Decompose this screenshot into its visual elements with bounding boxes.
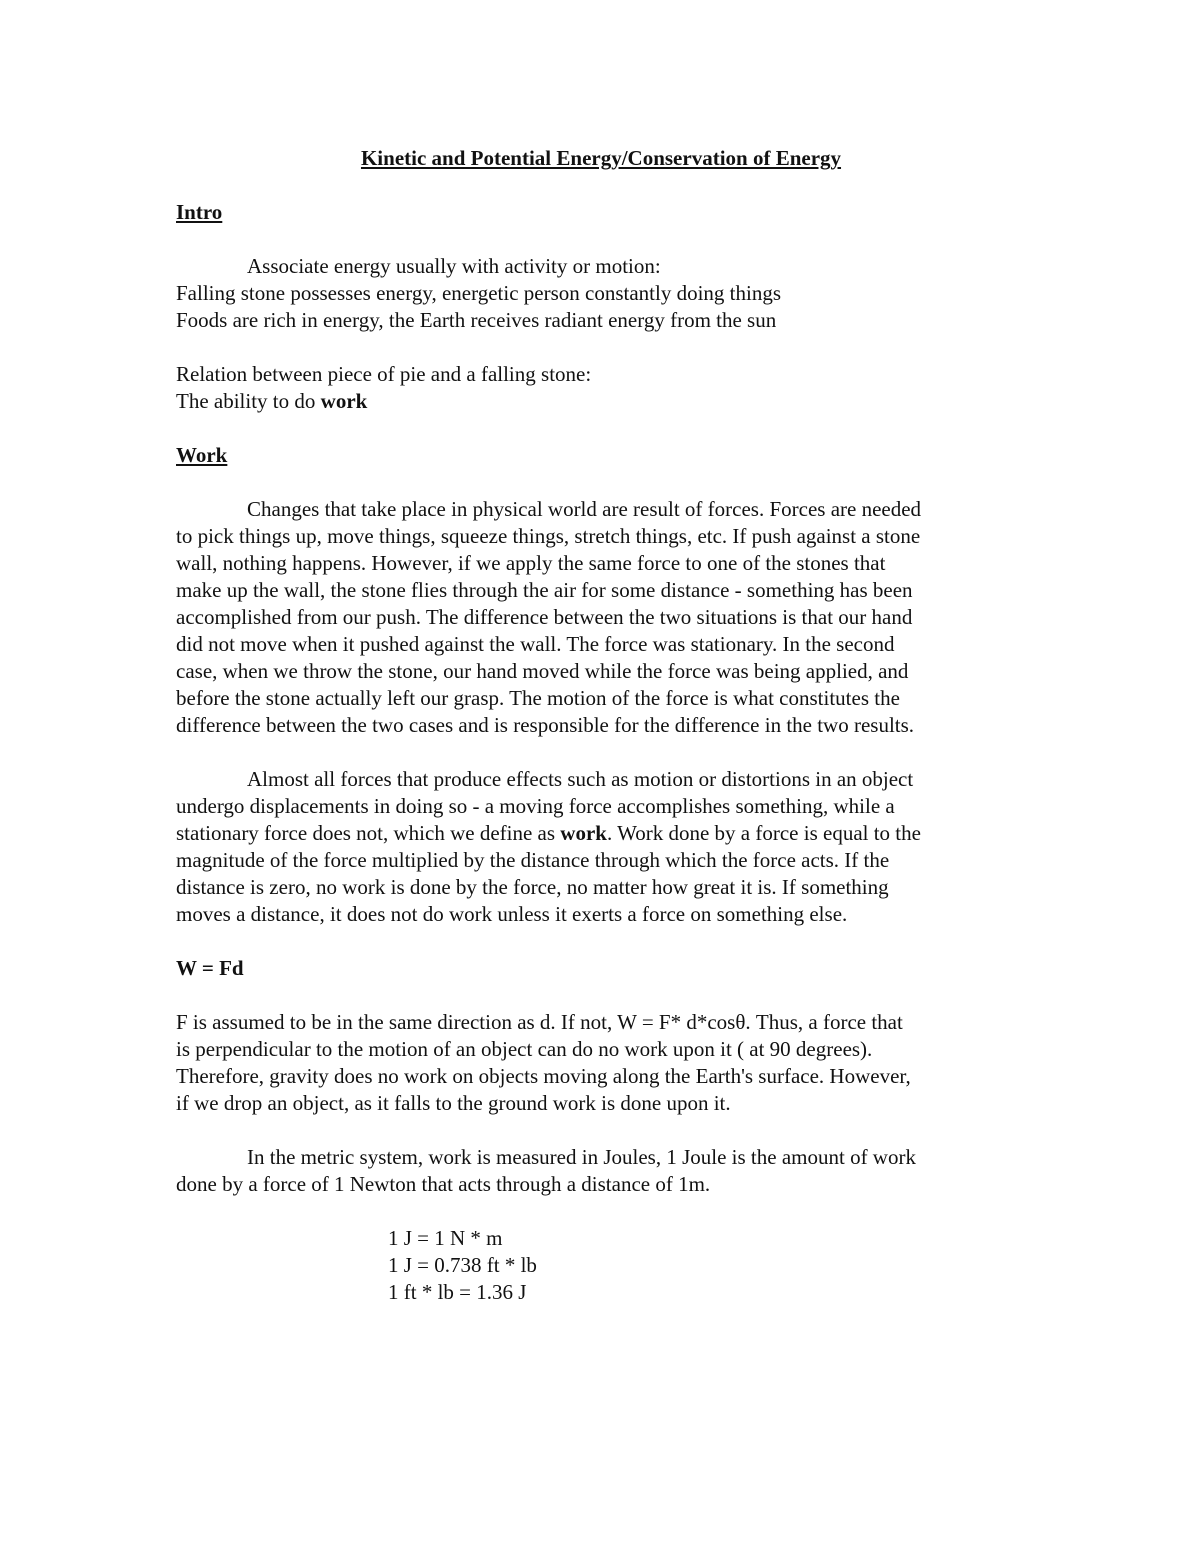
work-para3-line: F is assumed to be in the same direction as d. If not, W = F* d*cosθ. Thus, a force that	[176, 1010, 903, 1034]
relation-line: Relation between piece of pie and a falling stone:	[176, 362, 592, 386]
work-para3-line: Therefore, gravity does no work on objects moving along the Earth's surface. However,	[176, 1064, 911, 1088]
work-para2-line: distance is zero, no work is done by the force, no matter how great it is. If something	[176, 875, 889, 899]
work-para1-line: difference between the two cases and is responsible for the difference in the two results.	[176, 713, 915, 737]
work-definition-prefix: stationary force does not, which we define as	[176, 821, 561, 845]
work-para1-line: make up the wall, the stone flies through the air for some distance - something has been	[176, 578, 913, 602]
equation-line: 1 J = 1 N * m	[388, 1226, 503, 1250]
intro-heading: Intro	[176, 200, 223, 224]
ability-line	[176, 388, 367, 415]
work-definition-suffix: . Work done by a force is equal to the	[606, 821, 921, 845]
work-definition-bold: work	[560, 821, 607, 845]
equation-line: 1 J = 0.738 ft * lb	[388, 1253, 537, 1277]
work-para2-line: magnitude of the force multiplied by the distance through which the force acts. If the	[176, 848, 890, 872]
work-heading: Work	[176, 443, 228, 467]
equation-line: 1 ft * lb = 1.36 J	[388, 1280, 527, 1304]
work-para3-line: if we drop an object, as it falls to the ground work is done upon it.	[176, 1091, 731, 1115]
ability-bold: work	[320, 389, 368, 413]
work-para1-line: accomplished from our push. The difference between the two situations is that our hand	[176, 605, 913, 629]
intro-line: Foods are rich in energy, the Earth receives radiant energy from the sun	[176, 308, 777, 332]
work-para4-line: In the metric system, work is measured in Joules, 1 Joule is the amount of work	[247, 1145, 916, 1169]
work-para1-line: did not move when it pushed against the wall. The force was stationary. In the second	[176, 632, 895, 656]
work-para4-line: done by a force of 1 Newton that acts through a distance of 1m.	[176, 1172, 711, 1196]
work-para2-line	[176, 820, 921, 847]
intro-line: Falling stone possesses energy, energetic person constantly doing things	[176, 281, 782, 305]
work-para1-line: case, when we throw the stone, our hand moved while the force was being applied, and	[176, 659, 909, 683]
work-para1-line: before the stone actually left our grasp. The motion of the force is what constitutes the	[176, 686, 900, 710]
work-para3-line: is perpendicular to the motion of an object can do no work upon it ( at 90 degrees).	[176, 1037, 873, 1061]
ability-prefix: The ability to do	[176, 389, 321, 413]
work-formula: W = Fd	[176, 956, 244, 980]
work-para1-line: wall, nothing happens. However, if we apply the same force to one of the stones that	[176, 551, 886, 575]
work-para2-line: Almost all forces that produce effects such as motion or distortions in an object	[247, 767, 914, 791]
work-para1-line: to pick things up, move things, squeeze things, stretch things, etc. If push against a stone	[176, 524, 921, 548]
work-para2-line: moves a distance, it does not do work unless it exerts a force on something else.	[176, 902, 848, 926]
intro-line: Associate energy usually with activity or motion:	[247, 254, 661, 278]
work-para2-line: undergo displacements in doing so - a moving force accomplishes something, while a	[176, 794, 895, 818]
page-title: Kinetic and Potential Energy/Conservation of Energy	[360, 146, 842, 170]
work-para1-line: Changes that take place in physical world are result of forces. Forces are needed	[247, 497, 922, 521]
